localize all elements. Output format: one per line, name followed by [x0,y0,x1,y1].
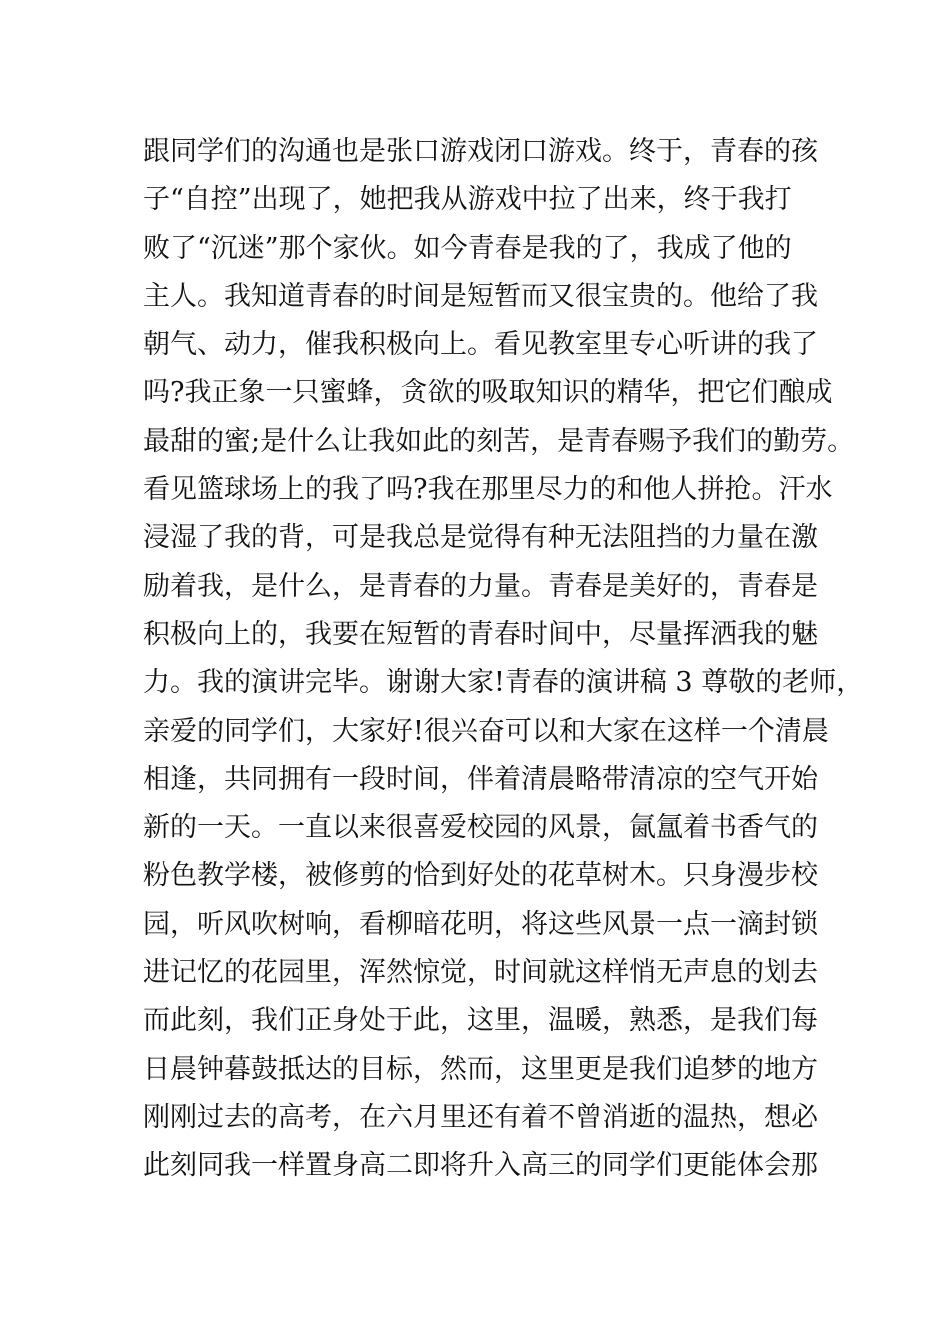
text-line-16: 粉色教学楼，被修剪的恰到好处的花草树木。只身漫步校 [143,860,818,892]
text-line-12: 力。我的演讲完毕。谢谢大家!青春的演讲稿 3 尊敬的老师， [143,667,864,699]
text-line-8: 看见篮球场上的我了吗?我在那里尽力的和他人拼抢。汗水 [143,474,833,506]
text-line-7: 最甜的蜜;是什么让我如此的刻苦，是青春赐予我们的勤劳。 [143,425,855,457]
text-line-9: 浸湿了我的背，可是我总是觉得有种无法阻挡的力量在激 [143,522,818,554]
text-line-11: 积极向上的，我要在短暂的青春时间中，尽量挥洒我的魅 [143,618,818,650]
text-line-13: 亲爱的同学们，大家好!很兴奋可以和大家在这样一个清晨 [143,715,829,747]
text-line-3: 败了“沉迷”那个家伙。如今青春是我的了，我成了他的 [143,232,792,264]
body-text [143,128,864,1191]
text-line-17: 园，听风吹树响，看柳暗花明，将这些风景一点一滴封锁 [143,908,818,940]
text-line-10: 励着我，是什么，是青春的力量。青春是美好的，青春是 [143,570,818,602]
text-line-15: 新的一天。一直以来很喜爱校园的风景，氤氲着书香气的 [143,812,818,844]
text-line-22: 此刻同我一样置身高二即将升入高三的同学们更能体会那 [143,1150,818,1182]
text-line-5: 朝气、动力，催我积极向上。看见教室里专心听讲的我了 [143,329,818,361]
text-line-1: 跟同学们的沟通也是张口游戏闭口游戏。终于，青春的孩 [143,136,818,167]
text-line-20: 日晨钟暮鼓抵达的目标，然而，这里更是我们追梦的地方 [143,1053,818,1085]
text-line-2: 子“自控”出现了，她把我从游戏中拉了出来，终于我打 [143,184,792,216]
text-line-19: 而此刻，我们正身处于此，这里，温暖，熟悉，是我们每 [143,1005,818,1037]
text-line-14: 相逢，共同拥有一段时间，伴着清晨略带清凉的空气开始 [143,763,818,795]
text-line-21: 刚刚过去的高考，在六月里还有着不曾消逝的温热，想必 [143,1101,818,1133]
text-line-18: 进记忆的花园里，浑然惊觉，时间就这样悄无声息的划去 [143,957,818,989]
text-line-4: 主人。我知道青春的时间是短暂而又很宝贵的。他给了我 [143,280,818,312]
text-line-6: 吗?我正象一只蜜蜂，贪欲的吸取知识的精华，把它们酿成 [143,377,833,409]
